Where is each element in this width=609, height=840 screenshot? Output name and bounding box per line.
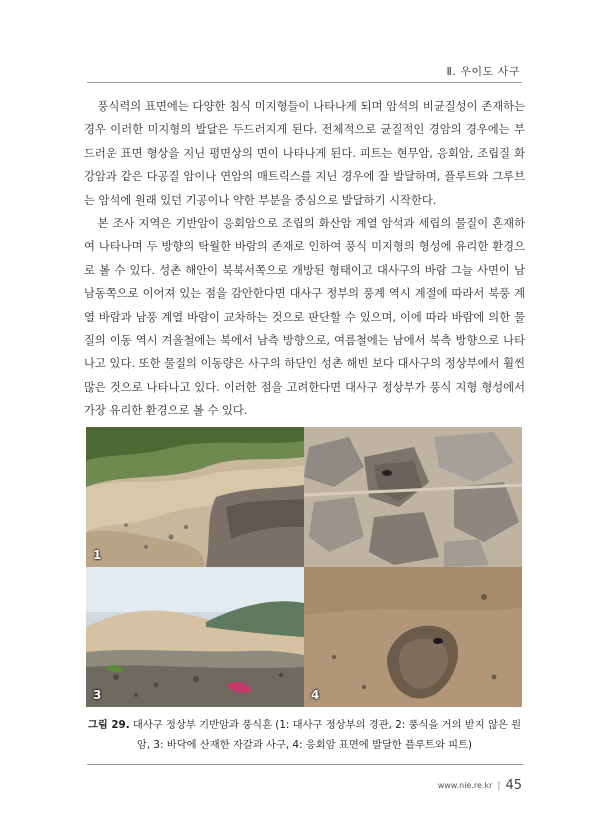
paragraph: 본 조사 지역은 기반암이 응회암으로 조립의 화산암 계열 암석과 세립의 물질이 혼재하여 나타나며 두 방향의 탁월한 바람의 존재로 인하여 풍식 미지형의 형성에 유리한 환경으로 볼 수 있다. 성촌 해안이 북북서쪽으로 개방된 형태이고 대사구의 바람 그늘 사면이 남남동쪽으로 이어져 있는 점을 감안한다면 대사구 정부의 풍계 역시 계절에 따라서 북풍 계열 바람과 남풍 계열 바람이 교차하는 것으로 판단할 수 있으며, 이에 따라 바람에 의한 물질의 이동 역시 겨울철에는 북에서 남측 방향으로, 여름철에는 남에서 북측 방향으로 나타나고 있다. 또한 물질의 이동량은 사구의 하단인 성촌 해빈 보다 대사구의 정상부에서 훨씬 많은 것으로 나타나고 있다. 이러한 점을 고려한다면 대사구 정상부가 풍식 지형 형성에서 가장 유리한 환경으로 볼 수 있다. [84, 217, 525, 418]
photo-number: 1 [93, 548, 102, 562]
figure-photos [86, 427, 522, 707]
photo-1 [86, 427, 304, 567]
page-number: 45 [505, 778, 522, 793]
photo-3 [86, 567, 304, 707]
photo-number: 3 [93, 688, 102, 702]
photo-2 [304, 427, 522, 567]
photo-4-image [304, 567, 522, 707]
photo-1-image [86, 427, 304, 567]
caption-text: 대사구 정상부 기반암과 풍식흔 (1: 대사구 정상부의 경관, 2: 풍식을 거의 받지 않은 원암, 3: 바닥에 산재한 자갈과 사구, 4: 응회암 표면에 발달한 플루트와 피트) [132, 719, 522, 751]
figure-caption [84, 715, 525, 755]
footer-separator: | [497, 780, 501, 791]
footer [438, 775, 522, 794]
photo-number: 4 [311, 688, 320, 702]
photo-2-image [304, 427, 522, 567]
photo-3-image [86, 567, 304, 707]
caption-label: 그림 29. [87, 719, 130, 731]
paragraph: 풍식력의 표면에는 다양한 침식 미지형들이 나타나게 되며 암석의 비균질성이 존재하는 경우 이러한 미지형의 발달은 두드러지게 된다. 전체적으로 균질적인 경암의 경우에는 부드러운 표면 형상을 지닌 평면상의 면이 나타나게 된다. 피트는 현무암, 응회암, 조립질 화강암과 같은 다공질 암이나 연암의 매트릭스를 지닌 경우에 잘 발달하며, 플루트와 그루브는 암석에 원래 있던 기공이나 약한 부분을 중심으로 발달하기 시작한다. [84, 100, 525, 207]
footer-url: www.nie.re.kr [437, 781, 493, 790]
body-text [84, 95, 525, 423]
photo-4 [304, 567, 522, 707]
chapter-title: Ⅱ. 우이도 사구 [446, 65, 520, 78]
footer-rule [87, 764, 523, 765]
running-header [87, 60, 522, 83]
